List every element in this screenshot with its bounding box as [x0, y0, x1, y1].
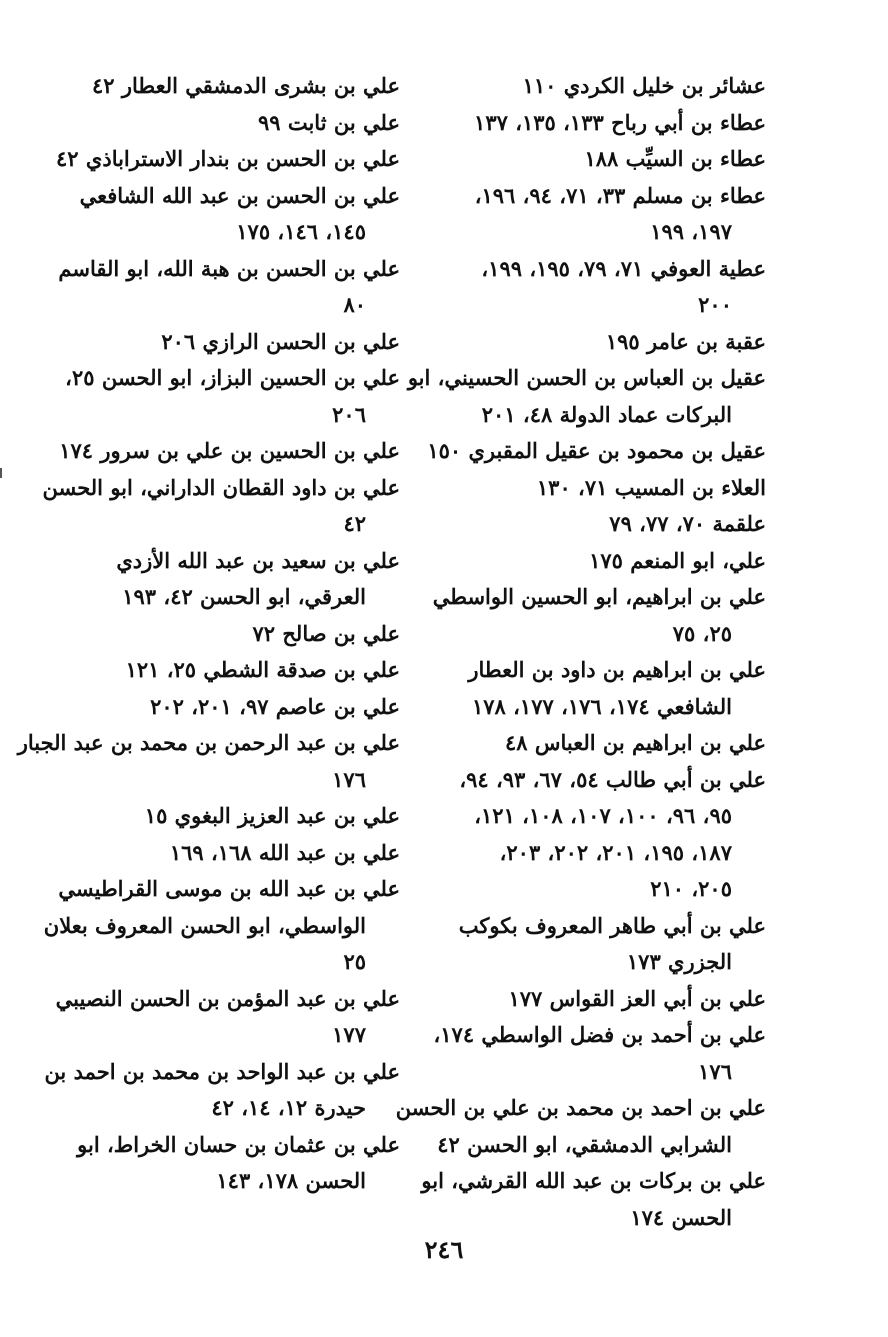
- index-entry: علي بن سعيد بن عبد الله الأزدي: [116, 547, 400, 573]
- index-entry-continuation: البركات عماد الدولة ٤٨، ٢٠١: [481, 401, 732, 427]
- index-entry-continuation: ٢٠٥، ٢١٠: [650, 876, 732, 901]
- index-entry-continuation: الحسن ١٧٤: [630, 1204, 732, 1230]
- index-entry: علي بن الحسين البزاز، ابو الحسن ٢٥،: [65, 365, 400, 390]
- index-entry: علي بن أبي طاهر المعروف بكوكب: [458, 912, 766, 938]
- index-column-left: [17, 68, 400, 1200]
- index-entry: علي بن بشرى الدمشقي العطار ٤٢: [91, 73, 400, 98]
- index-entry: علي بن داود القطان الداراني، ابو الحسن: [42, 474, 400, 500]
- index-entry: عطاء بن السيِّب ١٨٨: [584, 146, 766, 171]
- index-entry: علي بن أبي العز القواس ١٧٧: [508, 985, 766, 1011]
- index-entry: علي بن عبد الرحمن بن محمد بن عبد الجبار: [17, 730, 400, 755]
- index-entry: علي بن صالح ٧٢: [252, 620, 400, 646]
- index-entry: عشائر بن خليل الكردي ١١٠: [522, 73, 766, 98]
- index-entry: علي بن ابراهيم بن العباس ٤٨: [505, 730, 766, 755]
- index-entry: علي بن ابراهيم، ابو الحسين الواسطي: [432, 584, 766, 609]
- index-entry-continuation: الجزري ١٧٣: [626, 949, 732, 974]
- index-entry: علقمة ٧٠، ٧٧، ٧٩: [609, 511, 766, 536]
- index-entry-continuation: الحسن ١٧٨، ١٤٣: [216, 1168, 366, 1193]
- index-entry-continuation: ١٩٧، ١٩٩: [650, 219, 732, 244]
- index-entry: علي، ابو المنعم ١٧٥: [589, 547, 766, 573]
- index-column-right: [395, 68, 766, 1236]
- index-entry: علي بن عبد الله بن موسى القراطيسي: [58, 876, 400, 901]
- page-number: ٢٤٦: [424, 1235, 464, 1264]
- index-entry: علي بن بركات بن عبد الله القرشي، ابو: [421, 1168, 766, 1193]
- index-entry: علي بن صدقة الشطي ٢٥، ١٢١: [125, 657, 400, 682]
- index-entry-continuation: الشرابي الدمشقي، ابو الحسن ٤٢: [437, 1131, 732, 1157]
- index-entry: علي بن عبد المؤمن بن الحسن النصيبي: [55, 985, 400, 1011]
- index-entry: علي بن عاصم ٩٧، ٢٠١، ٢٠٢: [150, 693, 400, 719]
- index-entry: عطاء بن مسلم ٣٣، ٧١، ٩٤، ١٩٦،: [474, 182, 766, 208]
- index-entry-continuation: ٢٠٠: [698, 292, 732, 317]
- index-entry: عقيل بن محمود بن عقيل المقبري ١٥٠: [427, 438, 766, 463]
- index-entry-continuation: ٢٠٦: [332, 401, 366, 427]
- index-entry: العلاء بن المسيب ٧١، ١٣٠: [536, 474, 766, 500]
- index-entry: علي بن عبد الله ١٦٨، ١٦٩: [169, 839, 400, 865]
- index-entry-continuation: ١٧٧: [332, 1022, 366, 1047]
- index-entry: علي بن ثابت ٩٩: [257, 109, 400, 135]
- index-entry: علي بن أحمد بن فضل الواسطي ١٧٤،: [433, 1022, 766, 1047]
- index-entry: علي بن الحسن بن هبة الله، ابو القاسم: [58, 255, 400, 281]
- index-entry: علي بن عثمان بن حسان الخراط، ابو: [77, 1131, 400, 1157]
- index-entry-continuation: ١٧٦: [332, 766, 366, 792]
- index-entry: علي بن الحسن بن بندار الاستراباذي ٤٢: [56, 146, 400, 171]
- index-entry: عطاء بن أبي رباح ١٣٣، ١٣٥، ١٣٧: [474, 109, 766, 135]
- index-entry: علي بن الحسن الرازي ٢٠٦: [161, 328, 400, 354]
- margin-mark: [0, 468, 6, 478]
- index-entry: علي بن ابراهيم بن داود بن العطار: [468, 657, 766, 682]
- index-entry: علي بن احمد بن محمد بن علي بن الحسن: [395, 1095, 766, 1120]
- index-entry-continuation: الواسطي، ابو الحسن المعروف بعلان: [43, 912, 366, 938]
- index-entry: عطية العوفي ٧١، ٧٩، ١٩٥، ١٩٩،: [481, 255, 766, 281]
- index-entry-continuation: ٢٥، ٧٥: [672, 620, 732, 646]
- index-entry-continuation: ٨٠: [343, 292, 366, 317]
- index-entry: علي بن الحسين بن علي بن سرور ١٧٤: [59, 438, 400, 463]
- index-entry: علي بن الحسن بن عبد الله الشافعي: [79, 182, 400, 208]
- index-entry-continuation: حيدرة ١٢، ١٤، ٤٢: [211, 1095, 366, 1120]
- index-entry: عقيل بن العباس بن الحسن الحسيني، ابو: [407, 365, 766, 390]
- index-entry-continuation: الشافعي ١٧٤، ١٧٦، ١٧٧، ١٧٨: [471, 693, 732, 719]
- index-entry-continuation: ٢٥: [343, 949, 366, 974]
- index-entry-continuation: ١٧٦: [698, 1058, 732, 1084]
- index-entry: علي بن عبد الواحد بن محمد بن احمد بن: [44, 1058, 400, 1084]
- index-entry-continuation: ١٨٧، ١٩٥، ٢٠١، ٢٠٢، ٢٠٣،: [499, 839, 732, 865]
- index-entry-continuation: ١٤٥، ١٤٦، ١٧٥: [236, 219, 366, 244]
- index-entry-continuation: ٤٢: [343, 511, 366, 536]
- index-entry: عقبة بن عامر ١٩٥: [605, 328, 766, 354]
- index-entry-continuation: العرقي، ابو الحسن ٤٢، ١٩٣: [122, 584, 366, 609]
- index-entry-continuation: ٩٥، ٩٦، ١٠٠، ١٠٧، ١٠٨، ١٢١،: [474, 803, 732, 828]
- index-entry: علي بن عبد العزيز البغوي ١٥: [144, 803, 400, 828]
- index-entry: علي بن أبي طالب ٥٤، ٦٧، ٩٣، ٩٤،: [459, 766, 766, 792]
